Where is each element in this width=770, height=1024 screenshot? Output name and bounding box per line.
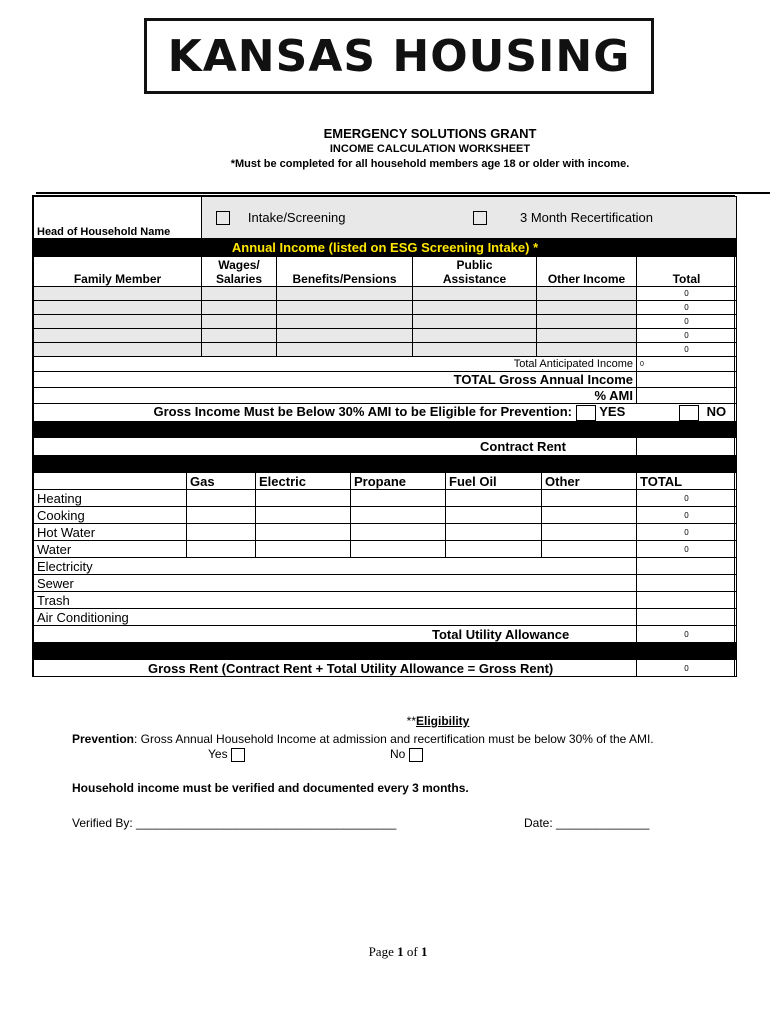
utility-total[interactable] xyxy=(637,575,737,592)
yes-checkbox[interactable] xyxy=(576,405,596,421)
col-family-member: Family Member xyxy=(34,257,202,287)
utility-row xyxy=(34,609,737,626)
section-divider xyxy=(34,643,737,660)
recert-checkbox[interactable] xyxy=(473,211,487,225)
family-member-cell[interactable] xyxy=(34,287,202,301)
prevention-eligibility-row xyxy=(34,404,737,422)
eligibility-prefix: ** xyxy=(406,714,416,728)
section-divider xyxy=(34,422,737,438)
utility-row xyxy=(34,541,737,558)
utility-label: Heating xyxy=(34,490,187,507)
row-total: 0 xyxy=(637,301,737,315)
yes-label: YES xyxy=(599,404,626,420)
income-row xyxy=(34,287,737,301)
verification-note: Household income must be verified and documented every 3 months. xyxy=(72,781,469,795)
row-total: 0 xyxy=(637,329,737,343)
contract-rent-value[interactable] xyxy=(637,438,737,456)
prevention-yes-checkbox[interactable] xyxy=(231,748,245,762)
worksheet xyxy=(32,195,735,677)
page-total: 1 xyxy=(420,944,428,959)
yes-text: Yes xyxy=(208,747,228,761)
utility-total: 0 xyxy=(637,507,737,524)
income-row xyxy=(34,329,737,343)
utility-row xyxy=(34,592,737,609)
util-col-gas: Gas xyxy=(187,473,256,490)
form-subtitle: INCOME CALCULATION WORKSHEET xyxy=(329,143,531,155)
col-other-income: Other Income xyxy=(537,257,637,287)
form-note: *Must be completed for all household members age 18 or older with income. xyxy=(230,158,630,170)
utility-row xyxy=(34,490,737,507)
prevention-label: Prevention xyxy=(72,732,135,746)
form-title: EMERGENCY SOLUTIONS GRANT xyxy=(323,126,537,141)
total-gross-value[interactable] xyxy=(637,372,737,388)
ami-label: % AMI xyxy=(34,388,637,404)
gross-rent-label: Gross Rent (Contract Rent + Total Utility Allowance = Gross Rent) xyxy=(34,660,637,677)
row-total: 0 xyxy=(637,343,737,357)
util-col-total: TOTAL xyxy=(637,473,737,490)
util-col-fuel-oil: Fuel Oil xyxy=(446,473,542,490)
worksheet-table xyxy=(33,196,737,472)
utility-total[interactable] xyxy=(637,558,737,575)
utility-table xyxy=(33,472,737,677)
no-text: No xyxy=(390,747,406,761)
utility-total: 0 xyxy=(637,541,737,558)
kansas-housing-logo xyxy=(144,18,654,94)
total-anticipated-label: Total Anticipated Income xyxy=(34,357,637,372)
utility-row xyxy=(34,575,737,592)
intake-checkbox[interactable] xyxy=(216,211,230,225)
utility-total: 0 xyxy=(637,524,737,541)
page-current: 1 xyxy=(397,944,404,959)
no-label: NO xyxy=(706,404,727,420)
prevention-no-checkbox[interactable] xyxy=(409,748,423,762)
family-member-cell[interactable] xyxy=(34,315,202,329)
hoh-options xyxy=(202,197,737,239)
col-wages: Wages/ Salaries xyxy=(202,257,277,287)
utility-label: Sewer xyxy=(34,575,637,592)
utility-row xyxy=(34,558,737,575)
row-total: 0 xyxy=(637,287,737,301)
page-of: of xyxy=(403,944,421,959)
utility-label: Hot Water xyxy=(34,524,187,541)
ami-value[interactable] xyxy=(637,388,737,404)
prevention-no xyxy=(390,747,423,762)
util-col-electric: Electric xyxy=(256,473,351,490)
utility-label: Air Conditioning xyxy=(34,609,637,626)
utility-label: Trash xyxy=(34,592,637,609)
family-member-cell[interactable] xyxy=(34,301,202,315)
section-divider xyxy=(34,456,737,472)
eligibility-text: Gross Income Must be Below 30% AMI to be Eligible for Prevention: xyxy=(153,404,572,420)
income-row xyxy=(34,315,737,329)
income-row xyxy=(34,343,737,357)
prevention-paragraph xyxy=(72,732,732,761)
row-total: 0 xyxy=(637,315,737,329)
utility-label: Water xyxy=(34,541,187,558)
hoh-label: Head of Household Name xyxy=(34,197,202,239)
header-divider xyxy=(36,192,770,194)
utility-total[interactable] xyxy=(637,609,737,626)
total-gross-label: TOTAL Gross Annual Income xyxy=(34,372,637,388)
recert-label: 3 Month Recertification xyxy=(519,209,653,225)
eligibility-heading xyxy=(0,714,770,728)
page-number xyxy=(0,944,770,960)
total-anticipated-value: 0 xyxy=(637,357,737,372)
utility-total: 0 xyxy=(637,490,737,507)
col-public-assistance: Public Assistance xyxy=(413,257,537,287)
family-member-cell[interactable] xyxy=(34,343,202,357)
family-member-cell[interactable] xyxy=(34,329,202,343)
no-checkbox[interactable] xyxy=(679,405,699,421)
utility-label: Cooking xyxy=(34,507,187,524)
utility-row xyxy=(34,507,737,524)
contract-rent-label: Contract Rent xyxy=(34,438,637,456)
col-total: Total xyxy=(637,257,737,287)
verified-by-field[interactable]: Verified By: _______________________________________ xyxy=(72,816,397,830)
util-col-propane: Propane xyxy=(351,473,446,490)
logo-text: KANSAS HOUSING xyxy=(167,30,631,82)
intake-label: Intake/Screening xyxy=(247,209,346,225)
gross-rent-value: 0 xyxy=(637,660,737,677)
utility-row xyxy=(34,524,737,541)
page-prefix: Page xyxy=(368,944,398,959)
util-col-other: Other xyxy=(542,473,637,490)
prevention-yes xyxy=(208,747,245,762)
utility-total[interactable] xyxy=(637,592,737,609)
income-row xyxy=(34,301,737,315)
total-utility-label: Total Utility Allowance xyxy=(34,626,637,643)
total-utility-value: 0 xyxy=(637,626,737,643)
prevention-text: : Gross Annual Household Income at admission and recertification must be below 30% of the AMI. xyxy=(134,732,654,746)
col-benefits: Benefits/Pensions xyxy=(277,257,413,287)
date-field[interactable]: Date: ______________ xyxy=(524,816,650,830)
utility-label: Electricity xyxy=(34,558,637,575)
income-banner: Annual Income (listed on ESG Screening Intake) * xyxy=(34,239,737,257)
eligibility-title: Eligibility xyxy=(416,714,470,728)
